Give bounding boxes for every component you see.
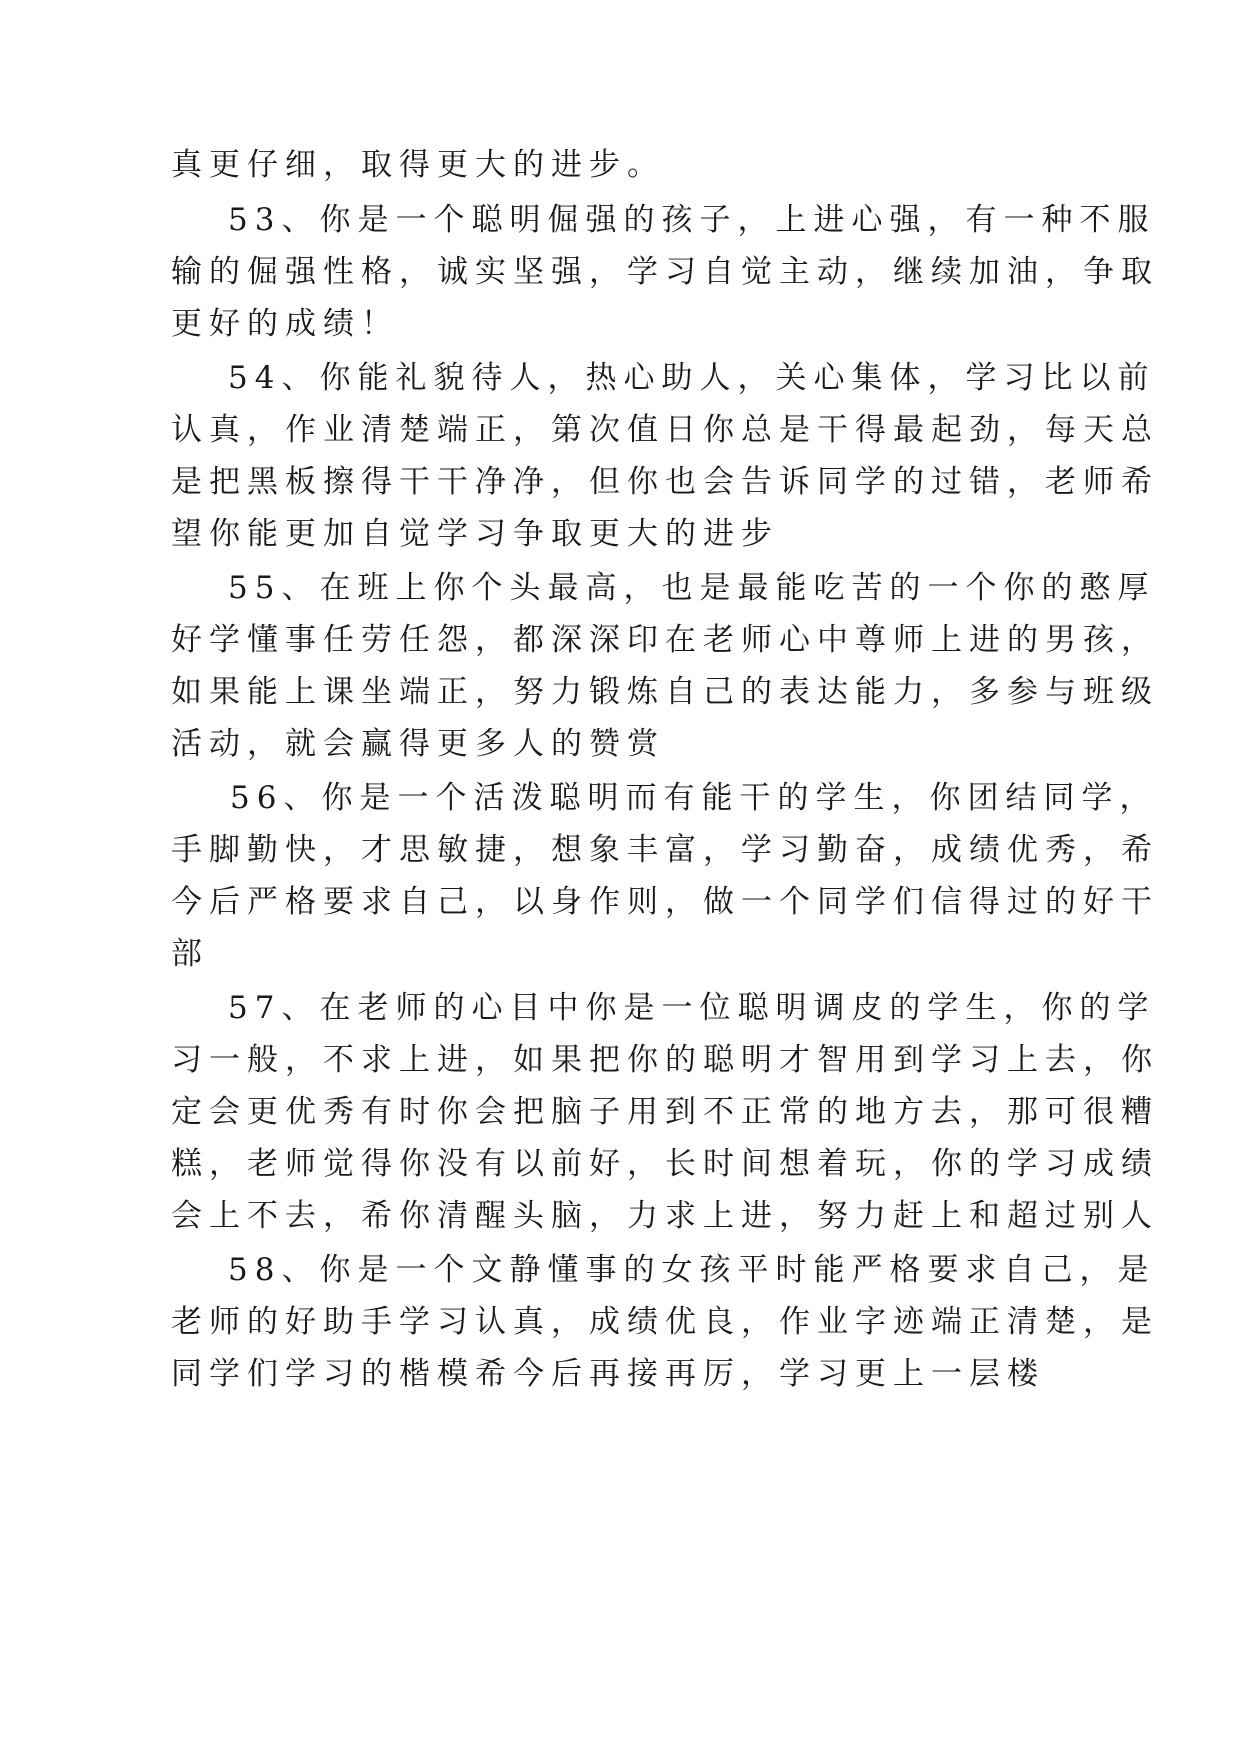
text-line: 定会更优秀有时你会把脑子用到不正常的地方去，那可很糟 (171, 1094, 1159, 1130)
text-line: 56、你是一个活泼聪明而有能干的学生，你团结同学， (230, 780, 1158, 816)
text-line: 如果能上课坐端正，努力锻炼自己的表达能力，多参与班级 (171, 674, 1159, 710)
text-line: 习一般，不求上进，如果把你的聪明才智用到学习上去，你 (171, 1042, 1159, 1078)
text-line: 更好的成绩！ (171, 306, 399, 342)
text-line: 真更仔细，取得更大的进步。 (171, 147, 665, 183)
text-line: 望你能更加自觉学习争取更大的进步 (171, 516, 779, 552)
text-line: 糕，老师觉得你没有以前好，长时间想着玩，你的学习成绩 (171, 1146, 1159, 1182)
text-line: 是把黑板擦得干干净净，但你也会告诉同学的过错，老师希 (171, 464, 1159, 500)
text-line: 今后严格要求自己，以身作则，做一个同学们信得过的好干 (171, 884, 1159, 920)
text-line: 部 (171, 936, 209, 972)
text-line: 好学懂事任劳任怨，都深深印在老师心中尊师上进的男孩， (171, 622, 1159, 658)
text-line: 手脚勤快，才思敏捷，想象丰富，学习勤奋，成绩优秀，希 (171, 832, 1159, 868)
text-line: 53、你是一个聪明倔强的孩子，上进心强，有一种不服 (228, 202, 1156, 238)
text-line: 58、你是一个文静懂事的女孩平时能严格要求自己，是 (228, 1252, 1156, 1288)
text-line: 老师的好助手学习认真，成绩优良，作业字迹端正清楚，是 (171, 1304, 1159, 1340)
text-line: 57、在老师的心目中你是一位聪明调皮的学生，你的学 (228, 990, 1156, 1026)
text-line: 输的倔强性格，诚实坚强，学习自觉主动，继续加油，争取 (171, 254, 1159, 290)
text-line: 同学们学习的楷模希今后再接再厉，学习更上一层楼 (171, 1356, 1045, 1392)
text-line: 认真，作业清楚端正，第次值日你总是干得最起劲，每天总 (171, 412, 1159, 448)
text-line: 活动，就会赢得更多人的赞赏 (171, 726, 665, 762)
text-line: 54、你能礼貌待人，热心助人，关心集体，学习比以前 (228, 360, 1156, 396)
text-line: 会上不去，希你清醒头脑，力求上进，努力赶上和超过别人 (171, 1198, 1159, 1234)
text-line: 55、在班上你个头最高，也是最能吃苦的一个你的憨厚 (228, 570, 1156, 606)
